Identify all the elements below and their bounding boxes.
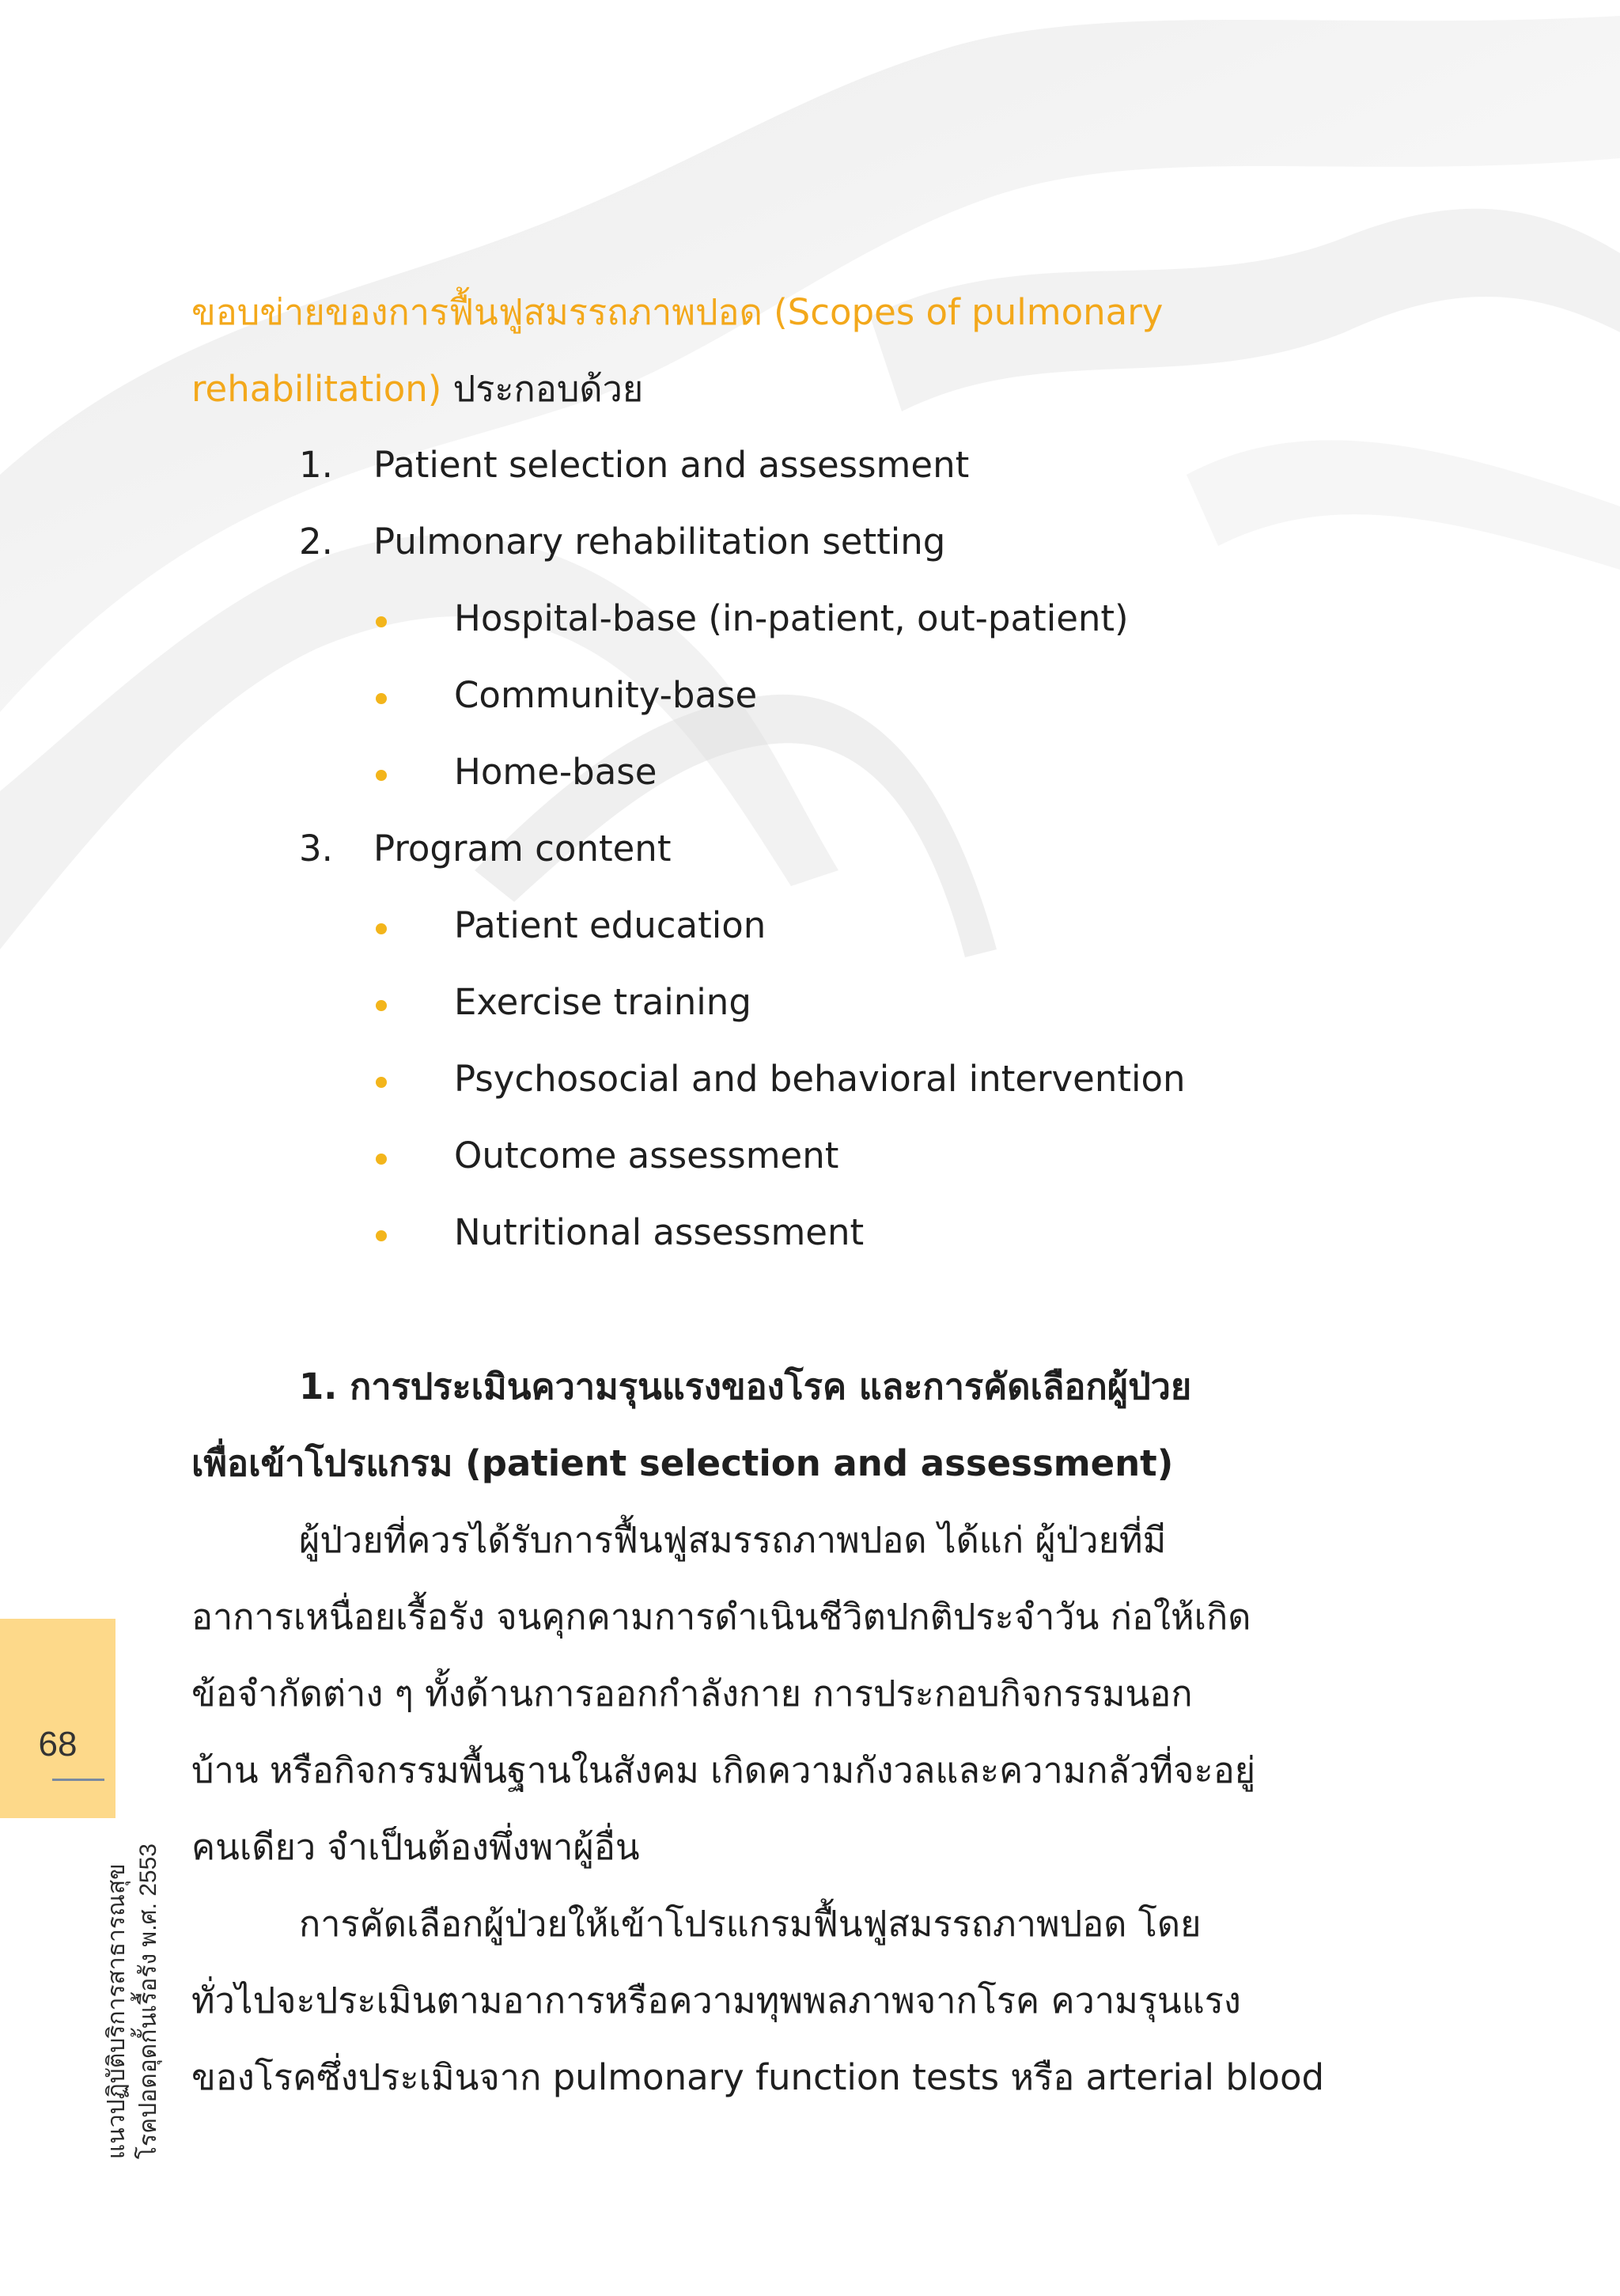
heading-tail: ประกอบด้วย — [441, 368, 644, 410]
paragraph-line: ทั่วไปจะประเมินตามอาการหรือความทุพพลภาพจากโรค ความรุนแรง — [191, 1980, 1241, 2021]
book-title-line1: แนวปฏิบัติบริการสาธารณสุข — [104, 1863, 130, 2160]
bullet-icon — [376, 1077, 387, 1088]
bullet-icon — [376, 1154, 387, 1165]
bullet-item: Nutritional assessment — [454, 1211, 865, 1253]
bullet-item: Patient education — [454, 904, 766, 946]
paragraph-line: อาการเหนื่อยเรื้อรัง จนคุกคามการดำเนินชีวิตปกติประจำวัน ก่อให้เกิด — [191, 1596, 1251, 1638]
list-item-label: Program content — [373, 828, 672, 870]
list-number: 3. — [299, 828, 333, 870]
bullet-icon — [376, 1230, 387, 1241]
heading-colored-line1: ขอบข่ายของการฟื้นฟูสมรรถภาพปอด (Scopes of pulmonary — [191, 291, 1164, 333]
paragraph-line: คนเดียว จำเป็นต้องพึ่งพาผู้อื่น — [191, 1826, 640, 1868]
paragraph-line: ผู้ป่วยที่ควรได้รับการฟื้นฟูสมรรถภาพปอด ได้แก่ ผู้ป่วยที่มี — [299, 1519, 1167, 1561]
paragraph-line: ข้อจำกัดต่าง ๆ ทั้งด้านการออกกำลังกาย การประกอบกิจกรรมนอก — [191, 1673, 1193, 1714]
bullet-icon — [376, 770, 387, 781]
bullet-item: Outcome assessment — [454, 1135, 839, 1176]
section-heading — [191, 289, 1163, 336]
bullet-item: Psychosocial and behavioral intervention — [454, 1058, 1186, 1100]
list-item — [299, 441, 333, 489]
bullet-item: Exercise training — [454, 981, 751, 1023]
heading-colored-line2: rehabilitation) — [191, 368, 442, 410]
list-item-label: Pulmonary rehabilitation setting — [373, 521, 946, 563]
bullet-item: Home-base — [454, 751, 657, 793]
bullet-item: Community-base — [454, 674, 758, 716]
bullet-icon — [376, 616, 387, 627]
book-title-vertical — [101, 1843, 165, 2159]
bullet-icon — [376, 693, 387, 704]
paragraph-line: ของโรคซึ่งประเมินจาก pulmonary function tests หรือ arterial blood — [191, 2056, 1325, 2098]
bullet-item: Hospital-base (in-patient, out-patient) — [454, 597, 1129, 639]
section-heading-line2 — [191, 366, 643, 413]
list-number: 2. — [299, 521, 333, 563]
paragraph-line: บ้าน หรือกิจกรรมพื้นฐานในสังคม เกิดความกังวลและความกลัวที่จะอยู่ — [191, 1749, 1256, 1791]
page-tab — [0, 1619, 115, 1818]
bullet-icon — [376, 923, 387, 934]
paragraph-line: การคัดเลือกผู้ป่วยให้เข้าโปรแกรมฟื้นฟูสมรรถภาพปอด โดย — [299, 1903, 1202, 1945]
list-number: 1. — [299, 444, 333, 486]
page-number-rule — [52, 1779, 104, 1781]
section1-title-line1: 1. การประเมินความรุนแรงของโรค และการคัดเลือกผู้ป่วย — [299, 1366, 1192, 1408]
book-title-line2: โรคปอดอุดกั้นเรื้อรัง พ.ศ. 2553 — [135, 1843, 161, 2160]
bullet-icon — [376, 1000, 387, 1011]
section1-title-line2: เพื่อเข้าโปรแกรม (patient selection and assessment) — [191, 1442, 1174, 1484]
list-item-label: Patient selection and assessment — [373, 444, 970, 486]
page-number: 68 — [38, 1725, 78, 1764]
